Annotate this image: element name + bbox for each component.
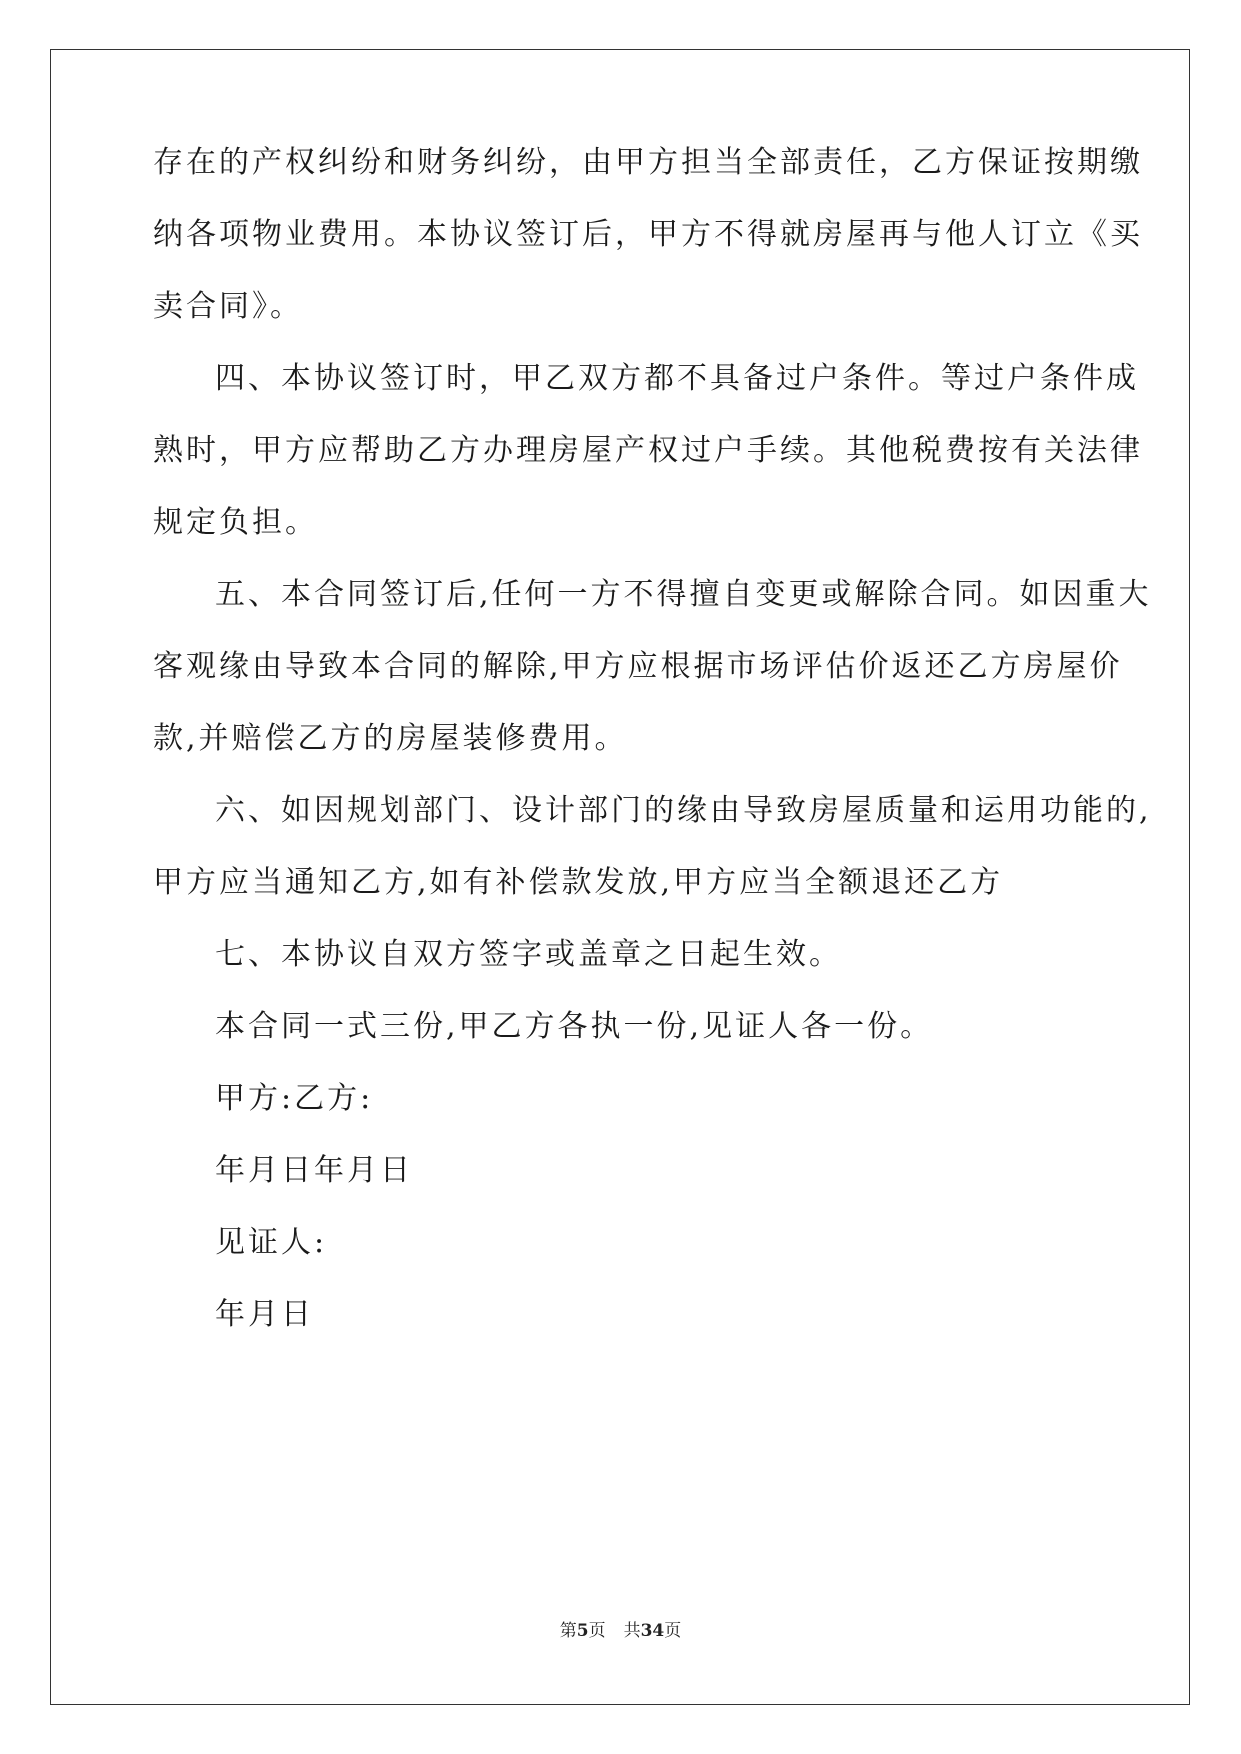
text-line: 甲方应当通知乙方,如有补偿款发放,甲方应当全额退还乙方 (153, 865, 1004, 900)
text-line: 卖合同》。 (153, 289, 303, 324)
text-line: 纳各项物业费用。本协议签订后，甲方不得就房屋再与他人订立《买 (153, 217, 1143, 252)
paragraph-start-line: 本合同一式三份,甲乙方各执一份,见证人各一份。 (215, 1009, 934, 1044)
footer-prefix: 第 (559, 1621, 577, 1641)
page-footer (0, 1619, 1241, 1643)
paragraph-start-line: 五、本合同签订后,任何一方不得擅自变更或解除合同。如因重大 (215, 577, 1152, 612)
text-line: 熟时，甲方应帮助乙方办理房屋产权过户手续。其他税费按有关法律 (153, 433, 1143, 468)
signature-party-line: 甲方:乙方: (215, 1081, 374, 1116)
text-line: 存在的产权纠纷和财务纠纷，由甲方担当全部责任，乙方保证按期缴 (153, 145, 1143, 180)
witness-date-line: 年月日 (215, 1297, 314, 1332)
footer-total-suffix: 页 (664, 1621, 682, 1641)
text-line: 款,并赔偿乙方的房屋装修费用。 (153, 721, 628, 756)
paragraph-start-line: 七、本协议自双方签字或盖章之日起生效。 (215, 937, 842, 972)
footer-total-pages: 34 (640, 1621, 665, 1641)
text-line: 客观缘由导致本合同的解除,甲方应根据市场评估价返还乙方房屋价 (153, 649, 1123, 684)
paragraph-start-line: 四、本协议签订时，甲乙双方都不具备过户条件。等过户条件成 (215, 361, 1139, 396)
signature-date-line: 年月日年月日 (215, 1153, 413, 1188)
witness-line: 见证人: (215, 1225, 328, 1260)
paragraph-start-line: 六、如因规划部门、设计部门的缘由导致房屋质量和运用功能的, (215, 793, 1152, 828)
text-line: 规定负担。 (153, 505, 318, 540)
footer-page-suffix: 页 (588, 1621, 606, 1641)
footer-page-number: 5 (576, 1621, 589, 1641)
footer-total-prefix: 共 (623, 1621, 641, 1641)
